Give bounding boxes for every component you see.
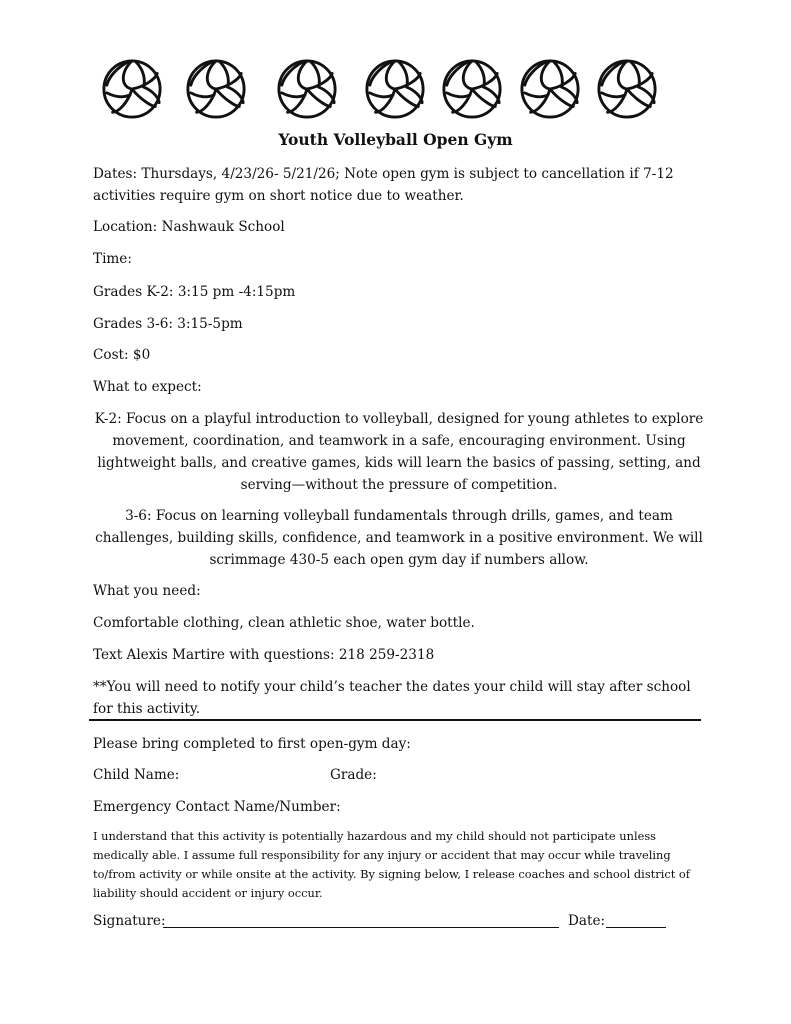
grades-k2-time: Grades K-2: 3:15 pm -4:15pm <box>93 284 296 300</box>
emergency-contact-label: Emergency Contact Name/Number: <box>93 799 341 815</box>
contact-text: Text Alexis Martire with questions: 218 259-2318 <box>93 647 435 663</box>
grade-label: Grade: <box>330 767 377 783</box>
date-label: Date: <box>568 913 606 929</box>
cost-text: Cost: $0 <box>93 347 151 363</box>
volleyball-icon <box>185 58 247 120</box>
grades-36-time: Grades 3-6: 3:15-5pm <box>93 316 243 332</box>
signature-label: Signature: <box>93 913 166 929</box>
volleyball-icon <box>101 58 163 120</box>
expect-k2-text: K-2: Focus on a playful introduction to volleyball, designed for young athletes to explore movement, coordination, and teamwork in a safe, encouraging environment. Using lightweight balls, and creative games, kids will learn the basics of passing, setting, and serving—without the pressure of competition. <box>94 411 704 493</box>
need-label: What you need: <box>93 583 201 599</box>
volleyball-banner <box>0 58 791 122</box>
volleyball-icon <box>596 58 658 120</box>
section-divider <box>89 719 701 721</box>
notice-text: **You will need to notify your child’s teacher the dates your child will stay after school for this activity. <box>93 679 691 717</box>
volleyball-icon <box>519 58 581 120</box>
expect-36-text: 3-6: Focus on learning volleyball fundamentals through drills, games, and team challenges, building skills, confidence, and teamwork in a positive environment. We will scrimmage 430-5 each open gym day if numbers allow. <box>95 508 703 568</box>
volleyball-icon <box>364 58 426 120</box>
volleyball-icon <box>276 58 338 120</box>
location-text: Location: Nashwauk School <box>93 219 285 235</box>
waiver-text: I understand that this activity is potentially hazardous and my child should not participate unless medically able. I assume full responsibility for any injury or accident that may occur while traveling to/from activity or while onsite at the activity. By signing below, I release coaches and school district of liability should accident or injury occur. <box>93 829 690 900</box>
need-items-text: Comfortable clothing, clean athletic shoe, water bottle. <box>93 615 475 631</box>
time-label: Time: <box>93 251 132 267</box>
expect-label: What to expect: <box>93 379 202 395</box>
child-name-label: Child Name: <box>93 767 180 783</box>
page-title: Youth Volleyball Open Gym <box>278 130 513 149</box>
dates-text: Dates: Thursdays, 4/23/26- 5/21/26; Note open gym is subject to cancellation if 7-12 activities require gym on short notice due to weather. <box>93 166 674 204</box>
signature-line[interactable] <box>163 913 559 928</box>
volleyball-icon <box>441 58 503 120</box>
date-line[interactable] <box>606 913 666 928</box>
bring-text: Please bring completed to first open-gym day: <box>93 736 411 752</box>
